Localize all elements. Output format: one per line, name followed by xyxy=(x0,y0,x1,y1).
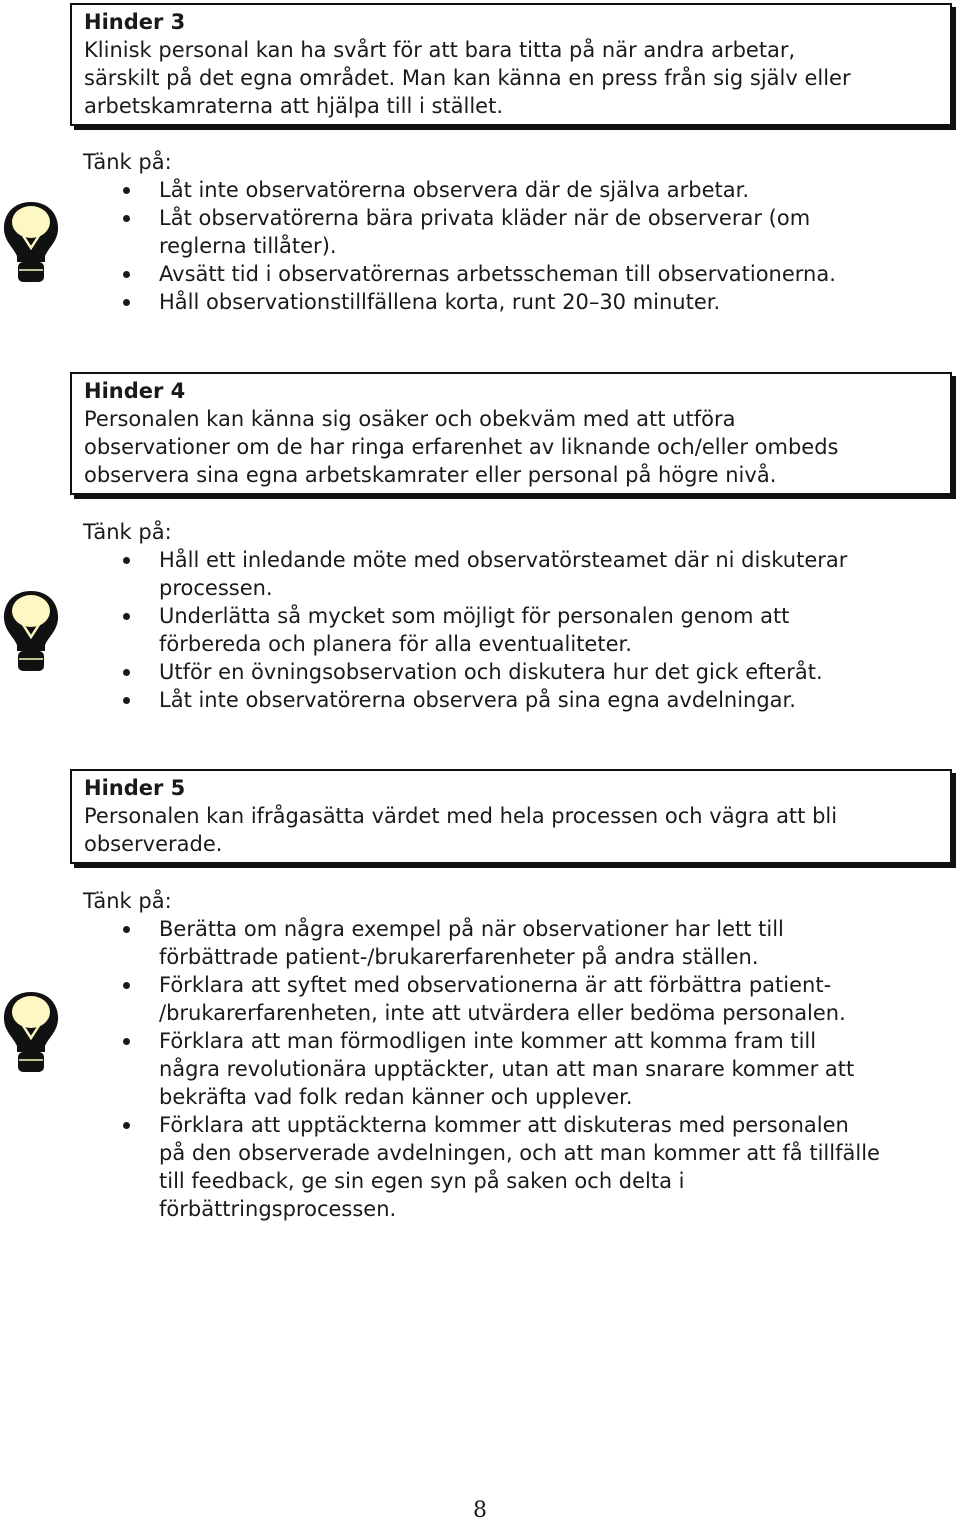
list-item: Förklara att upptäckterna kommer att diskuteras med personalen på den observerade avdelningen, och att man kommer att få tillfälle till feedback, ge sin egen syn på saken och delta i förbättringsprocessen. xyxy=(83,1111,933,1223)
list-item: Håll ett inledande möte med observatörsteamet där ni diskuterar processen. xyxy=(83,546,933,602)
lightbulb-icon xyxy=(0,198,62,288)
hinder-5-title: Hinder 5 xyxy=(84,776,186,800)
hinder-3-line-1: Klinisk personal kan ha svårt för att bara titta på när andra arbetar, xyxy=(84,38,796,62)
hinder-4-line-3: observera sina egna arbetskamrater eller personal på högre nivå. xyxy=(84,463,777,487)
list-item: Låt inte observatörerna observera på sina egna avdelningar. xyxy=(83,686,933,714)
list-item: Underlätta så mycket som möjligt för personalen genom att förbereda och planera för alla eventualiteter. xyxy=(83,602,933,658)
hinder-3-title: Hinder 3 xyxy=(84,10,186,34)
hinder-3-tank-label: Tänk på: xyxy=(83,150,172,174)
hinder-4-tips-list xyxy=(83,546,933,714)
lightbulb-icon xyxy=(0,988,62,1078)
list-item: Berätta om några exempel på när observationer har lett till förbättrade patient-/brukarerfarenheter på andra ställen. xyxy=(83,915,933,971)
hinder-3-tips-list xyxy=(83,176,933,316)
list-item: Låt observatörerna bära privata kläder när de observerar (om reglerna tillåter). xyxy=(83,204,933,260)
list-item: Låt inte observatörerna observera där de själva arbetar. xyxy=(83,176,933,204)
hinder-5-line-2: observerade. xyxy=(84,832,223,856)
hinder-4-title: Hinder 4 xyxy=(84,379,186,403)
list-item: Håll observationstillfällena korta, runt 20–30 minuter. xyxy=(83,288,933,316)
hinder-5-line-1: Personalen kan ifrågasätta värdet med hela processen och vägra att bli xyxy=(84,804,838,828)
hinder-5-tank-label: Tänk på: xyxy=(83,889,172,913)
list-item: Utför en övningsobservation och diskutera hur det gick efteråt. xyxy=(83,658,933,686)
hinder-5-tips-list xyxy=(83,915,933,1223)
hinder-4-box xyxy=(70,372,952,495)
lightbulb-icon xyxy=(0,587,62,677)
hinder-3-line-3: arbetskamraterna att hjälpa till i stället. xyxy=(84,94,504,118)
list-item: Avsätt tid i observatörernas arbetsscheman till observationerna. xyxy=(83,260,933,288)
hinder-3-box xyxy=(70,3,952,126)
hinder-4-line-2: observationer om de har ringa erfarenhet av liknande och/eller ombeds xyxy=(84,435,839,459)
hinder-4-tank-label: Tänk på: xyxy=(83,520,172,544)
hinder-5-box xyxy=(70,769,952,864)
page-number: 8 xyxy=(473,1498,487,1523)
hinder-3-line-2: särskilt på det egna området. Man kan känna en press från sig själv eller xyxy=(84,66,851,90)
list-item: Förklara att syftet med observationerna är att förbättra patient- /brukarerfarenheten, inte att utvärdera eller bedöma personalen. xyxy=(83,971,933,1027)
hinder-4-line-1: Personalen kan känna sig osäker och obekväm med att utföra xyxy=(84,407,736,431)
list-item: Förklara att man förmodligen inte kommer att komma fram till några revolutionära upptäckter, utan att man snarare kommer att bekräfta vad folk redan känner och upplever. xyxy=(83,1027,933,1111)
